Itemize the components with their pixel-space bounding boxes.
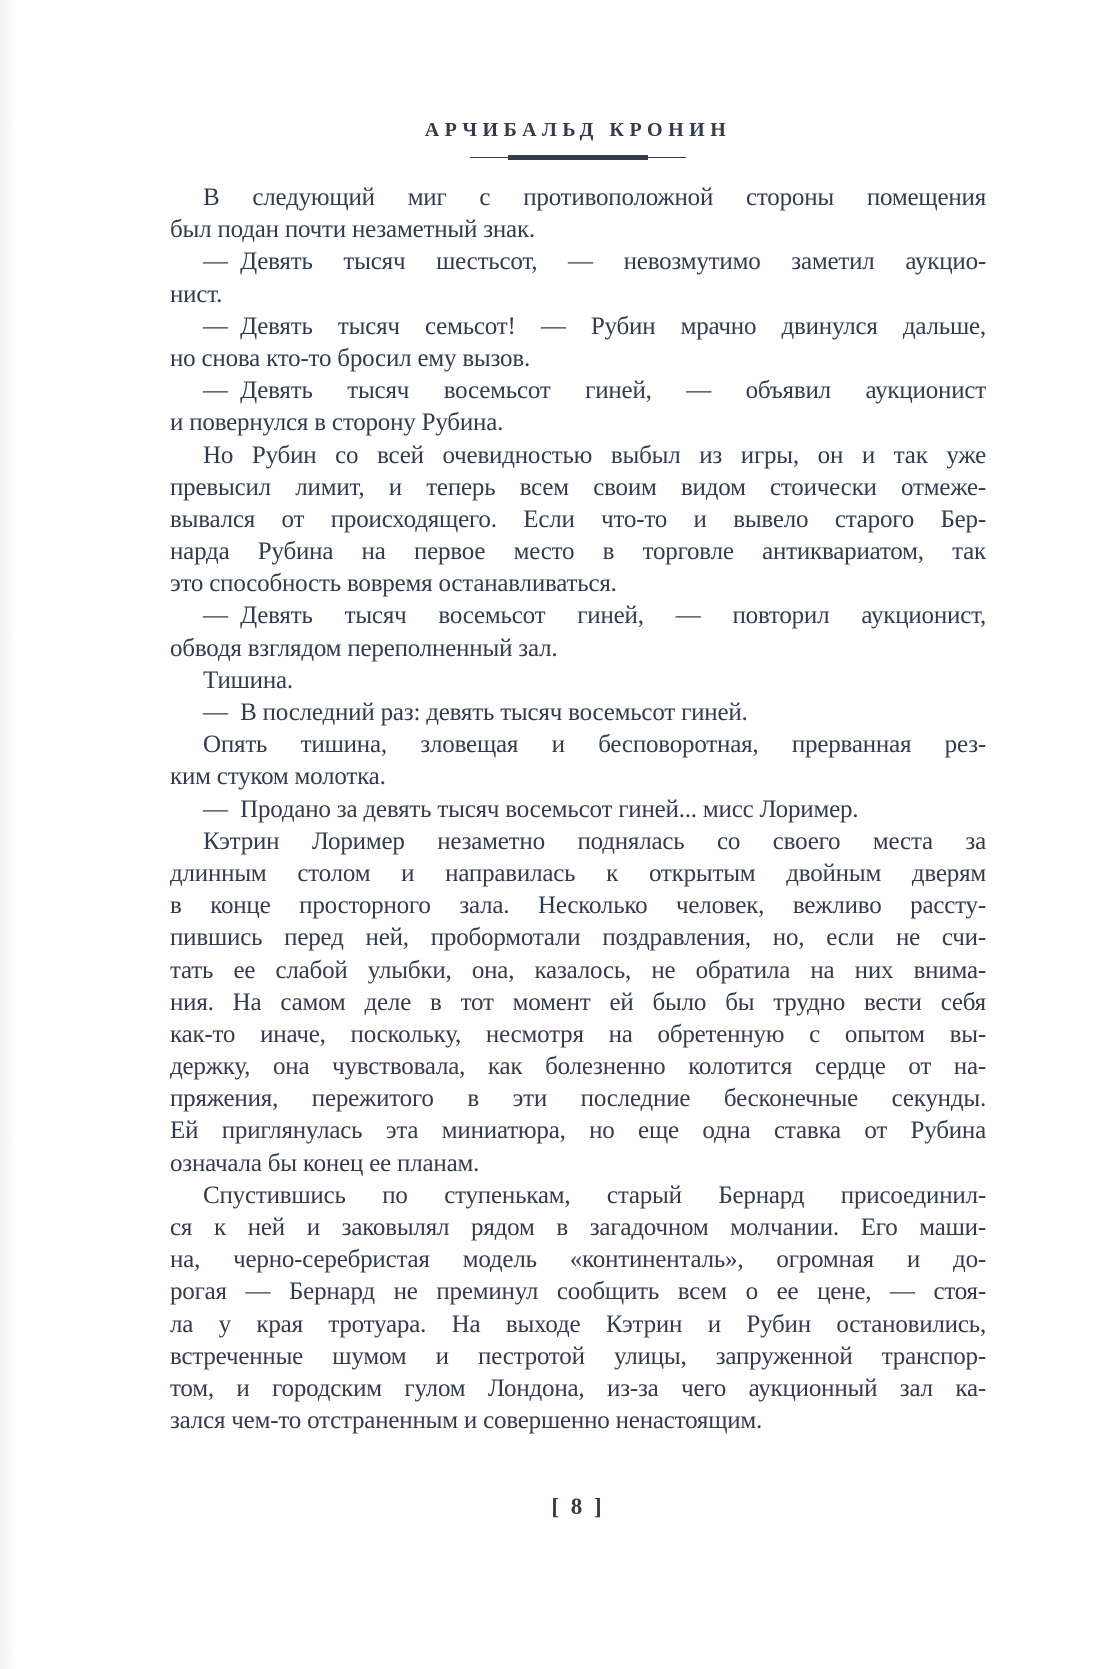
text-line: как-то иначе, поскольку, несмотря на обретенную с опытом вы- — [170, 1020, 986, 1048]
text-line: держку, она чувствовала, как болезненно колотится сердце от на- — [170, 1053, 986, 1081]
text-line: Тишина. — [203, 666, 293, 694]
text-line: — Девять тысяч семьсот! — Рубин мрачно двинулся дальше, — [203, 312, 986, 340]
text-line: Опять тишина, зловещая и бесповоротная, прерванная рез- — [203, 731, 986, 759]
text-line: В следующий миг с противоположной стороны помещения — [203, 184, 986, 211]
running-header — [170, 118, 986, 161]
text-line: ла у края тротуара. На выходе Кэтрин и Рубин остановились, — [170, 1310, 986, 1338]
text-line: ким стуком молотка. — [170, 763, 386, 791]
text-line: Но Рубин со всей очевидностью выбыл из игры, он и так уже — [203, 441, 986, 469]
text-line: вывался от происходящего. Если что-то и вывело старого Бер- — [170, 505, 986, 533]
text-line: длинным столом и направилась к открытым двойным дверям — [170, 859, 986, 887]
text-line: встреченные шумом и пестротой улицы, запруженной транспор- — [170, 1342, 986, 1370]
text-line: на, черно-серебристая модель «континенталь», огромная и до- — [170, 1246, 986, 1274]
page-number: [ 8 ] — [551, 1494, 605, 1519]
author-name: АРЧИБАЛЬД КРОНИН — [424, 119, 732, 141]
text-line: том, и городским гулом Лондона, из-за чего аукционный зал ка- — [170, 1374, 986, 1402]
text-line: Ей приглянулась эта миниатюра, но еще одна ставка от Рубина — [170, 1117, 986, 1145]
text-line: ния. На самом деле в тот момент ей было бы трудно вести себя — [170, 988, 986, 1016]
text-line: тать ее слабой улыбки, она, казалось, не обратила на них внима- — [170, 956, 986, 984]
text-line: — Продано за девять тысяч восемьсот гиней... мисс Лоример. — [203, 795, 859, 823]
text-line: обводя взглядом переполненный зал. — [170, 634, 558, 662]
ornament-rule — [470, 154, 686, 161]
text-line: Кэтрин Лоример незаметно поднялась со своего места за — [203, 827, 986, 855]
text-line: нарда Рубина на первое место в торговле антиквариатом, так — [170, 538, 986, 566]
text-line: был подан почти незаметный знак. — [170, 216, 535, 244]
text-line: превысил лимит, и теперь всем своим видом стоически отмеже- — [170, 473, 986, 501]
text-line: — Девять тысяч восемьсот гиней, — объявил аукционист — [203, 377, 986, 405]
text-line: — Девять тысяч восемьсот гиней, — повторил аукционист, — [203, 602, 986, 630]
text-line: нист. — [170, 280, 223, 308]
text-line: пряжения, пережитого в эти последние бесконечные секунды. — [170, 1085, 986, 1113]
text-line: ся к ней и заковылял рядом в загадочном молчании. Его маши- — [170, 1214, 986, 1241]
page-text — [170, 182, 986, 1437]
text-line: но снова кто-то бросил ему вызов. — [170, 344, 531, 372]
text-line: в конце просторного зала. Несколько человек, вежливо рассту- — [170, 892, 986, 920]
text-line: — Девять тысяч шестьсот, — невозмутимо заметил аукцио- — [203, 248, 986, 276]
rule-thick-line — [508, 155, 648, 160]
text-line: зался чем-то отстраненным и совершенно ненастоящим. — [170, 1407, 763, 1435]
text-line: — В последний раз: девять тысяч восемьсот гиней. — [203, 699, 748, 726]
text-line: означала бы конец ее планам. — [170, 1149, 480, 1177]
text-line: Спустившись по ступенькам, старый Бернард присоединил- — [203, 1181, 986, 1209]
text-line: рогая — Бернард не преминул сообщить всем о ее цене, — стоя- — [170, 1278, 986, 1306]
text-line: пившись перед ней, пробормотали поздравления, но, если не счи- — [170, 924, 986, 952]
text-line: это способность вовремя останавливаться. — [170, 570, 617, 598]
text-line: и повернулся в сторону Рубина. — [170, 409, 504, 437]
